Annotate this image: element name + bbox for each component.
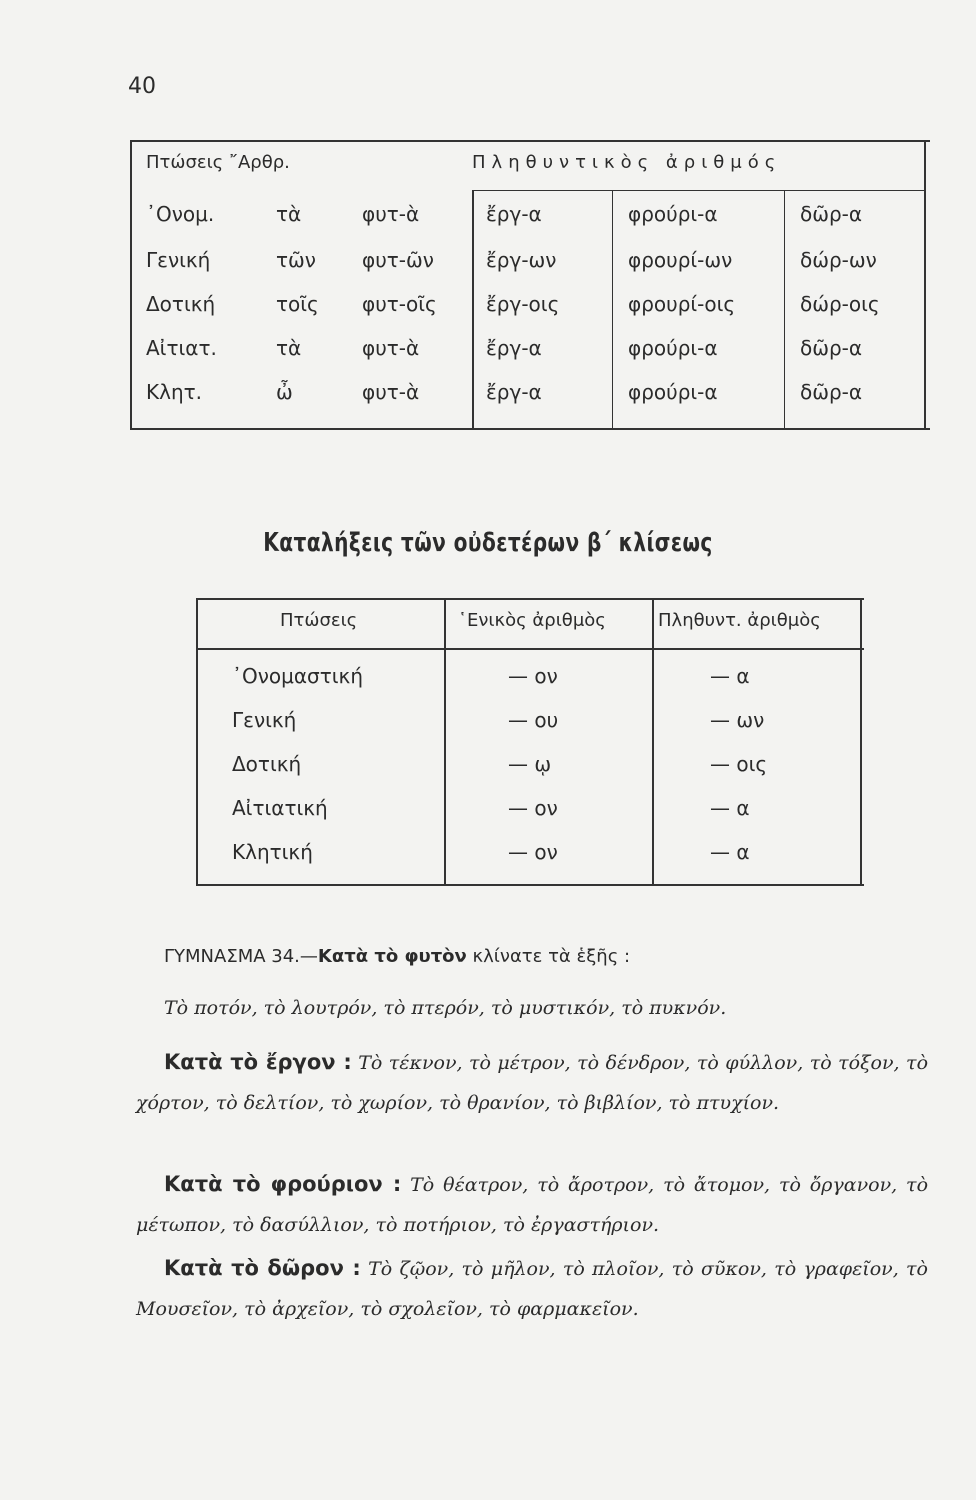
plural-ending: — οις bbox=[710, 752, 768, 776]
form-cell: φρούρι-α bbox=[628, 336, 718, 360]
case-label: ᾿Ονομαστική bbox=[232, 664, 364, 688]
header-singular: ῾Ενικὸς ἀριθμὸς bbox=[458, 610, 606, 631]
rule bbox=[924, 140, 926, 430]
rule bbox=[472, 190, 474, 430]
header-cases-article: Πτώσεις ῎Αρθρ. bbox=[146, 152, 290, 173]
plural-ending: — α bbox=[710, 664, 750, 688]
rule bbox=[196, 884, 864, 886]
header-plural: Πληθυντ. ἀριθμὸς bbox=[658, 610, 821, 631]
exercise-text: Τὸ ποτόν, τὸ λουτρόν, τὸ πτερόν, τὸ μυστικόν, τὸ πυκνόν. bbox=[164, 997, 727, 1019]
form-cell: ἔργ-α bbox=[486, 202, 542, 226]
plural-declension-table bbox=[130, 140, 930, 430]
singular-ending: — ον bbox=[508, 840, 558, 864]
case-label: Αἰτιατική bbox=[232, 796, 328, 820]
case-label: Δοτική bbox=[146, 292, 216, 316]
rule bbox=[130, 428, 930, 430]
exercise-instruction-bold: Κατὰ τὸ φυτὸν bbox=[317, 946, 467, 967]
rule bbox=[472, 190, 924, 191]
form-cell: φυτ-ὰ bbox=[362, 380, 420, 404]
form-cell: δώρ-οις bbox=[800, 292, 880, 316]
plural-ending: — ων bbox=[710, 708, 765, 732]
form-cell: ἔργ-ων bbox=[486, 248, 557, 272]
case-label: Κλητ. bbox=[146, 380, 203, 404]
form-cell: ἔργ-α bbox=[486, 336, 542, 360]
singular-ending: — ῳ bbox=[508, 752, 552, 776]
rule bbox=[612, 190, 613, 430]
header-plural: Πληθυντικὸς ἀριθμός bbox=[472, 152, 782, 173]
paragraph-lead: Κατὰ τὸ δῶρον : bbox=[164, 1256, 361, 1280]
form-cell: φρουρί-οις bbox=[628, 292, 736, 316]
form-cell: φυτ-ῶν bbox=[362, 248, 434, 272]
paragraph-text: Τὸ ζῷον, τὸ μῆλον, τὸ πλοῖον, τὸ σῦκον, τὸ γραφεῖον, τὸ Μουσεῖον, τὸ ἀρχεῖον, τὸ σχολεῖον, τὸ φαρμακεῖον. bbox=[136, 1258, 928, 1320]
header-cases: Πτώσεις bbox=[280, 610, 358, 631]
case-label: Γενική bbox=[146, 248, 211, 272]
exercise-paragraph-doron bbox=[136, 1248, 928, 1329]
singular-ending: — ον bbox=[508, 664, 558, 688]
case-label: Κλητική bbox=[232, 840, 313, 864]
article: τῶν bbox=[276, 248, 316, 272]
exercise-line-1 bbox=[136, 988, 928, 1028]
exercise-label: ΓΥΜΝΑΣΜΑ 34.— bbox=[164, 946, 318, 967]
article: τὰ bbox=[276, 336, 302, 360]
form-cell: φρουρί-ων bbox=[628, 248, 733, 272]
article: ὦ bbox=[276, 380, 293, 404]
rule bbox=[130, 140, 930, 142]
exercise-paragraph-frourion bbox=[136, 1164, 928, 1245]
rule bbox=[196, 648, 864, 650]
case-label: Γενική bbox=[232, 708, 297, 732]
plural-ending: — α bbox=[710, 796, 750, 820]
form-cell: δῶρ-α bbox=[800, 336, 863, 360]
paragraph-lead: Κατὰ τὸ ἔργον : bbox=[164, 1050, 352, 1074]
case-label: Αἰτιατ. bbox=[146, 336, 217, 360]
form-cell: φυτ-οῖς bbox=[362, 292, 437, 316]
paragraph-text: Τὸ θέατρον, τὸ ἄροτρον, τὸ ἄτομον, τὸ ὄργανον, τὸ μέτωπον, τὸ δασύλλιον, τὸ ποτήριον, τὸ ἐργαστήριον. bbox=[136, 1174, 929, 1236]
endings-table bbox=[196, 598, 864, 888]
rule bbox=[196, 598, 198, 886]
rule bbox=[860, 598, 862, 886]
exercise-title bbox=[164, 946, 630, 967]
section-heading: Καταλήξεις τῶν οὐδετέρων β΄ κλίσεως bbox=[263, 528, 713, 558]
rule bbox=[130, 140, 132, 430]
exercise-paragraph-ergon bbox=[136, 1042, 928, 1123]
page-number: 40 bbox=[128, 74, 156, 99]
rule bbox=[444, 598, 446, 886]
article: τοῖς bbox=[276, 292, 319, 316]
paragraph-text: Τὸ τέκνον, τὸ μέτρον, τὸ δένδρον, τὸ φύλλον, τὸ τόξον, τὸ χόρτον, τὸ δελτίον, τὸ χωρίον, τὸ θρανίον, τὸ βιβλίον, τὸ πτυχίον. bbox=[136, 1052, 929, 1114]
form-cell: φρούρι-α bbox=[628, 202, 718, 226]
rule bbox=[784, 190, 785, 430]
form-cell: δώρ-ων bbox=[800, 248, 877, 272]
form-cell: δῶρ-α bbox=[800, 380, 863, 404]
form-cell: φυτ-ὰ bbox=[362, 202, 420, 226]
case-label: ᾿Ονομ. bbox=[146, 202, 215, 226]
singular-ending: — ον bbox=[508, 796, 558, 820]
rule bbox=[652, 598, 654, 886]
rule bbox=[196, 598, 864, 600]
plural-ending: — α bbox=[710, 840, 750, 864]
exercise-instruction: κλίνατε τὰ ἑξῆς : bbox=[466, 946, 631, 967]
form-cell: φρούρι-α bbox=[628, 380, 718, 404]
form-cell: φυτ-ὰ bbox=[362, 336, 420, 360]
case-label: Δοτική bbox=[232, 752, 302, 776]
form-cell: ἔργ-α bbox=[486, 380, 542, 404]
form-cell: δῶρ-α bbox=[800, 202, 863, 226]
form-cell: ἔργ-οις bbox=[486, 292, 560, 316]
singular-ending: — ου bbox=[508, 708, 559, 732]
article: τὰ bbox=[276, 202, 302, 226]
paragraph-lead: Κατὰ τὸ φρούριον : bbox=[164, 1172, 402, 1196]
